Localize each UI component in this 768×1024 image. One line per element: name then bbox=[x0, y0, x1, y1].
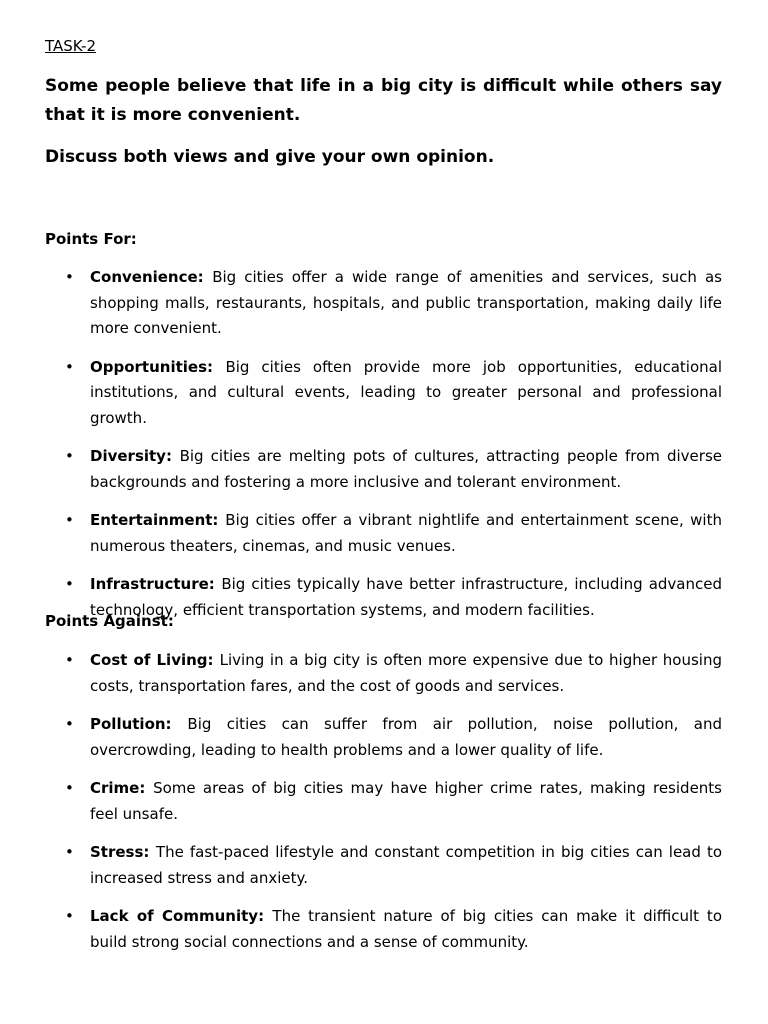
point-term: Lack of Community: bbox=[90, 907, 273, 925]
list-item bbox=[45, 444, 722, 495]
point-term: Opportunities: bbox=[90, 357, 226, 376]
list-item bbox=[45, 776, 722, 827]
points-against-heading: Points Against: bbox=[45, 612, 174, 630]
point-term: Diversity: bbox=[90, 447, 180, 465]
bullet-icon: • bbox=[65, 268, 74, 286]
point-text: Big cities typically have better infrastructure, including advanced technology, efficient transportation systems, and modern facilities. bbox=[90, 575, 722, 619]
list-item bbox=[45, 355, 722, 432]
point-text: The fast-paced lifestyle and constant competition in big cities can lead to increased stress and anxiety. bbox=[90, 843, 723, 887]
point-text: Big cities can suffer from air pollution, noise pollution, and overcrowding, leading to health problems and a lower quality of life. bbox=[90, 715, 723, 759]
bullet-icon: • bbox=[65, 715, 74, 733]
point-text: Living in a big city is often more expensive due to higher housing costs, transportation fares, and the cost of goods and services. bbox=[90, 651, 722, 695]
task-label: TASK-2 bbox=[45, 37, 96, 55]
bullet-icon: • bbox=[65, 511, 74, 529]
point-text: Some areas of big cities may have higher crime rates, making residents feel unsafe. bbox=[90, 779, 722, 823]
bullet-icon: • bbox=[65, 447, 74, 465]
point-text: Big cities often provide more job opportunities, educational institutions, and cultural events, leading to greater personal and professional growth. bbox=[90, 357, 722, 427]
point-term: Convenience: bbox=[90, 268, 213, 286]
list-item bbox=[45, 508, 722, 559]
bullet-icon: • bbox=[65, 907, 74, 925]
list-item bbox=[45, 904, 722, 955]
point-term: Crime: bbox=[90, 779, 154, 797]
point-text: Big cities are melting pots of cultures, attracting people from diverse backgrounds and fostering a more inclusive and tolerant environment. bbox=[90, 447, 722, 491]
prompt-statement: Some people believe that life in a big city is difficult while others say that it is more convenient. bbox=[45, 76, 722, 125]
points-against-list bbox=[45, 648, 722, 968]
points-for-heading: Points For: bbox=[45, 230, 137, 248]
bullet-icon: • bbox=[65, 651, 74, 669]
point-term: Pollution: bbox=[90, 715, 188, 733]
point-term: Infrastructure: bbox=[90, 575, 222, 593]
point-text: Big cities offer a vibrant nightlife and entertainment scene, with numerous theaters, cinemas, and music venues. bbox=[90, 511, 722, 555]
list-item bbox=[45, 840, 722, 891]
point-text: The transient nature of big cities can make it difficult to build strong social connections and a sense of community. bbox=[90, 907, 722, 951]
point-text: Big cities offer a wide range of amenities and services, such as shopping malls, restaurants, hospitals, and public transportation, making daily life more convenient. bbox=[90, 268, 722, 337]
bullet-icon: • bbox=[65, 575, 74, 593]
point-term: Cost of Living: bbox=[90, 651, 220, 669]
bullet-icon: • bbox=[65, 843, 74, 861]
list-item bbox=[45, 265, 722, 342]
list-item bbox=[45, 712, 722, 763]
list-item bbox=[45, 648, 722, 699]
bullet-icon: • bbox=[65, 357, 74, 376]
prompt-instruction: Discuss both views and give your own opinion. bbox=[45, 147, 495, 167]
point-term: Stress: bbox=[90, 843, 156, 861]
point-term: Entertainment: bbox=[90, 511, 226, 529]
bullet-icon: • bbox=[65, 779, 74, 797]
points-for-list bbox=[45, 265, 722, 636]
